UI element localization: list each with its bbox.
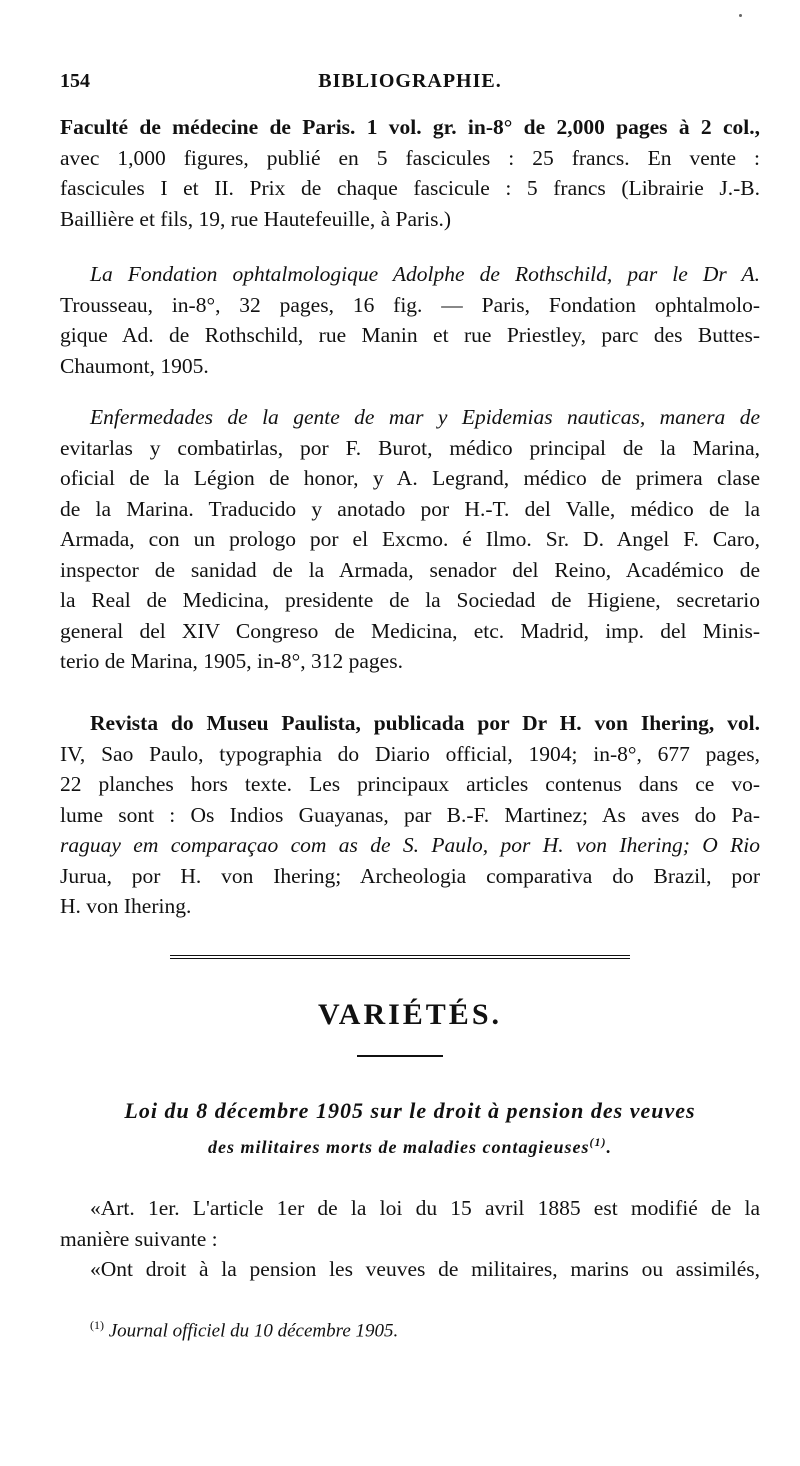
short-divider — [357, 1055, 443, 1057]
article-text — [60, 1193, 760, 1285]
law-title-end: . — [606, 1137, 612, 1157]
running-title: BIBLIOGRAPHIE. — [318, 70, 502, 92]
entry-line: Baillière et fils, 19, rue Hautefeuille, à Paris.) — [60, 206, 452, 231]
bibliography-entry — [60, 708, 760, 922]
footnote — [90, 1318, 750, 1342]
entry-line: la Real de Medicina, presidente de la Sociedad de Higiene, secretario — [60, 588, 760, 612]
entry-line: fascicules I et II. Prix de chaque fascicule : 5 francs (Librairie J.-B. — [60, 176, 760, 200]
bibliography-entry — [60, 402, 760, 677]
entry-line: de la Marina. Traducido y anotado por H.-T. del Valle, médico de la — [60, 496, 760, 521]
page-number: 154 — [60, 70, 90, 92]
law-title-line-1: Loi du 8 décembre 1905 sur le droit à pension des veuves — [124, 1098, 696, 1123]
entry-line: raguay em comparaçao com as de S. Paulo, por H. von Ihering; O Rio — [60, 833, 760, 857]
section-title: VARIÉTÉS. — [317, 998, 503, 1031]
entry-line: general del XIV Congreso de Medicina, etc. Madrid, imp. del Minis- — [60, 618, 760, 643]
entry-line: Revista do Museu Paulista, publicada por Dr H. von Ihering, vol. — [90, 711, 760, 735]
section-divider — [170, 955, 630, 961]
bibliography-entry — [60, 259, 760, 381]
entry-line: Enfermedades de la gente de mar y Epidemias nauticas, manera de — [90, 405, 760, 429]
entry-line: gique Ad. de Rothschild, rue Manin et rue Priestley, parc des Buttes- — [60, 323, 760, 347]
entry-line: Trousseau, in-8°, 32 pages, 16 fig. — Paris, Fondation ophtalmolo- — [60, 292, 760, 317]
law-title-line-2 — [60, 1135, 760, 1158]
entry-line: 22 planches hors texte. Les principaux articles contenus dans ce vo- — [60, 772, 760, 796]
bibliography-entry — [60, 112, 760, 234]
law-title-text: des militaires morts de maladies contagieuses — [208, 1137, 590, 1157]
entry-line: H. von Ihering. — [60, 894, 192, 918]
entry-line: IV, Sao Paulo, typographia do Diario official, 1904; in-8°, 677 pages, — [60, 741, 760, 766]
entry-line: inspector de sanidad de la Armada, senador del Reino, Académico de — [60, 557, 760, 582]
footnote-ref: (1) — [589, 1135, 607, 1149]
footnote-marker: (1) — [90, 1318, 104, 1332]
footnote-text: Journal officiel du 10 décembre 1905. — [108, 1320, 399, 1342]
entry-line: Armada, con un prologo por el Excmo. é Ilmo. Sr. D. Angel F. Caro, — [60, 527, 760, 551]
article-line: manière suivante : — [60, 1226, 218, 1251]
running-header — [60, 70, 760, 100]
entry-line: lume sont : Os Indios Guayanas, par B.-F. Martinez; As aves do Pa- — [60, 802, 760, 827]
entry-line: Chaumont, 1905. — [60, 353, 209, 378]
entry-line: avec 1,000 figures, publié en 5 fascicules : 25 francs. En vente : — [60, 145, 760, 170]
entry-line: oficial de la Légion de honor, y A. Legrand, médico de primera clase — [60, 466, 760, 490]
entry-line: Faculté de médecine de Paris. 1 vol. gr. in-8° de 2,000 pages à 2 col., — [60, 115, 760, 139]
entry-line: evitarlas y combatirlas, por F. Burot, médico principal de la Marina, — [60, 435, 760, 460]
article-line: «Art. 1er. L'article 1er de la loi du 15 avril 1885 est modifié de la — [90, 1196, 760, 1220]
article-line: «Ont droit à la pension les veuves de militaires, marins ou assimilés, — [90, 1257, 760, 1281]
entry-line: Jurua, por H. von Ihering; Archeologia comparativa do Brazil, por — [60, 863, 760, 888]
entry-line: terio de Marina, 1905, in-8°, 312 pages. — [60, 649, 403, 673]
entry-line: La Fondation ophtalmologique Adolphe de Rothschild, par le Dr A. — [90, 262, 760, 286]
speck — [739, 14, 742, 17]
